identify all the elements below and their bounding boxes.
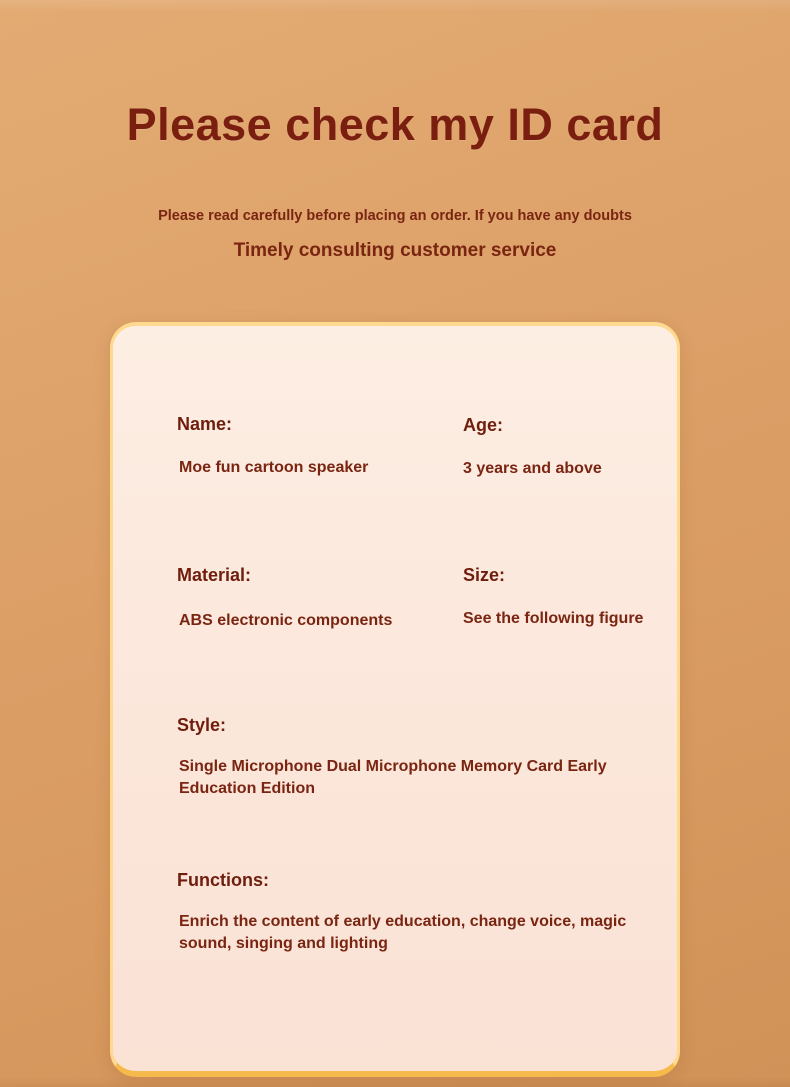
field-name [177,414,407,479]
field-name-value: Moe fun cartoon speaker [179,459,369,476]
field-style-label: Style: [177,715,227,735]
field-style-value: Single Microphone Dual Microphone Memory Card Early Education Edition [179,758,607,798]
field-functions-value: Enrich the content of early education, change voice, magic sound, singing and lighting [179,913,627,953]
field-size [463,565,663,630]
field-material [177,565,407,634]
bottom-edge-shading [0,1077,790,1087]
subtitle-line-2: Timely consulting customer service [233,239,557,261]
field-age [463,415,663,480]
id-card-fields [113,326,677,1071]
page-title: Please check my ID card [126,99,664,150]
field-size-value: See the following figure [463,610,644,627]
field-age-value: 3 years and above [463,460,602,477]
field-style [177,715,647,800]
field-name-label: Name: [177,414,233,434]
id-card-panel [110,322,680,1077]
field-material-label: Material: [177,565,252,585]
field-size-label: Size: [463,565,506,585]
field-age-label: Age: [463,415,503,435]
field-functions [177,870,657,955]
field-material-value: ABS electronic components [177,608,392,634]
field-functions-label: Functions: [177,870,269,890]
subtitle-line-1: Please read carefully before placing an order. If you have any doubts [158,207,632,224]
